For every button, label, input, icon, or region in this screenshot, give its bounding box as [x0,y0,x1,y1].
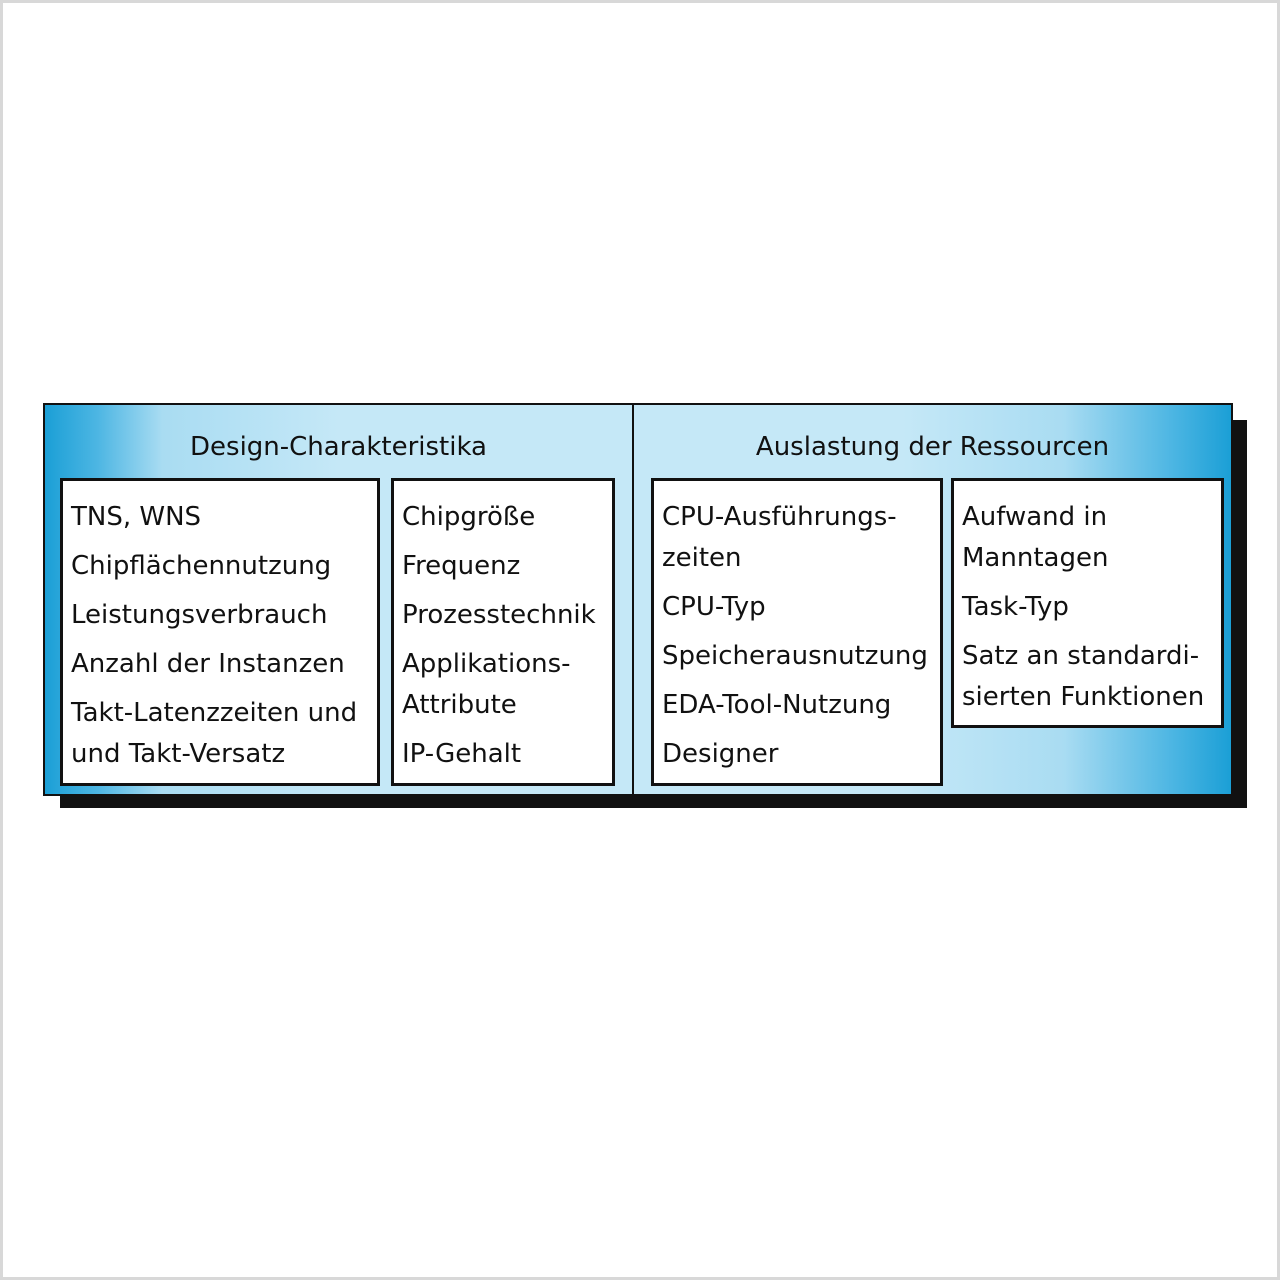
box-design-metrics [60,478,380,786]
list-item: Frequenz [402,551,521,581]
list-item: Satz an standardi- sierten Funktionen [962,641,1205,712]
box-resource-effort [951,478,1224,728]
list-item: CPU-Typ [662,592,766,622]
list-item: Chipgröße [402,502,536,532]
list-item: Task-Typ [962,592,1069,622]
list-item: Prozesstechnik [402,600,596,630]
list-item: TNS, WNS [71,502,202,532]
box-design-attributes [391,478,615,786]
list-item: Leistungsverbrauch [71,600,328,630]
list-item: EDA-Tool-Nutzung [662,690,892,720]
diagram [43,403,1233,796]
list-item: Chipflächennutzung [71,551,332,581]
box-resource-compute [651,478,943,786]
list-item: Designer [662,739,779,769]
list-item: IP-Gehalt [402,739,522,769]
list-item: Applikations- Attribute [402,649,571,720]
panel-title-design: Design-Charakteristika [190,432,487,462]
panel-design-characteristics [45,405,634,794]
list-item: Takt-Latenzzeiten und und Takt-Versatz [71,698,358,769]
list-item: CPU-Ausführungs- zeiten [662,502,897,573]
list-item: Anzahl der Instanzen [71,649,345,679]
list-item: Aufwand in Manntagen [962,502,1109,573]
panel-title-resources: Auslastung der Ressourcen [755,432,1110,462]
list-item: Speicherausnutzung [662,641,928,671]
panel-resource-usage [634,405,1231,794]
